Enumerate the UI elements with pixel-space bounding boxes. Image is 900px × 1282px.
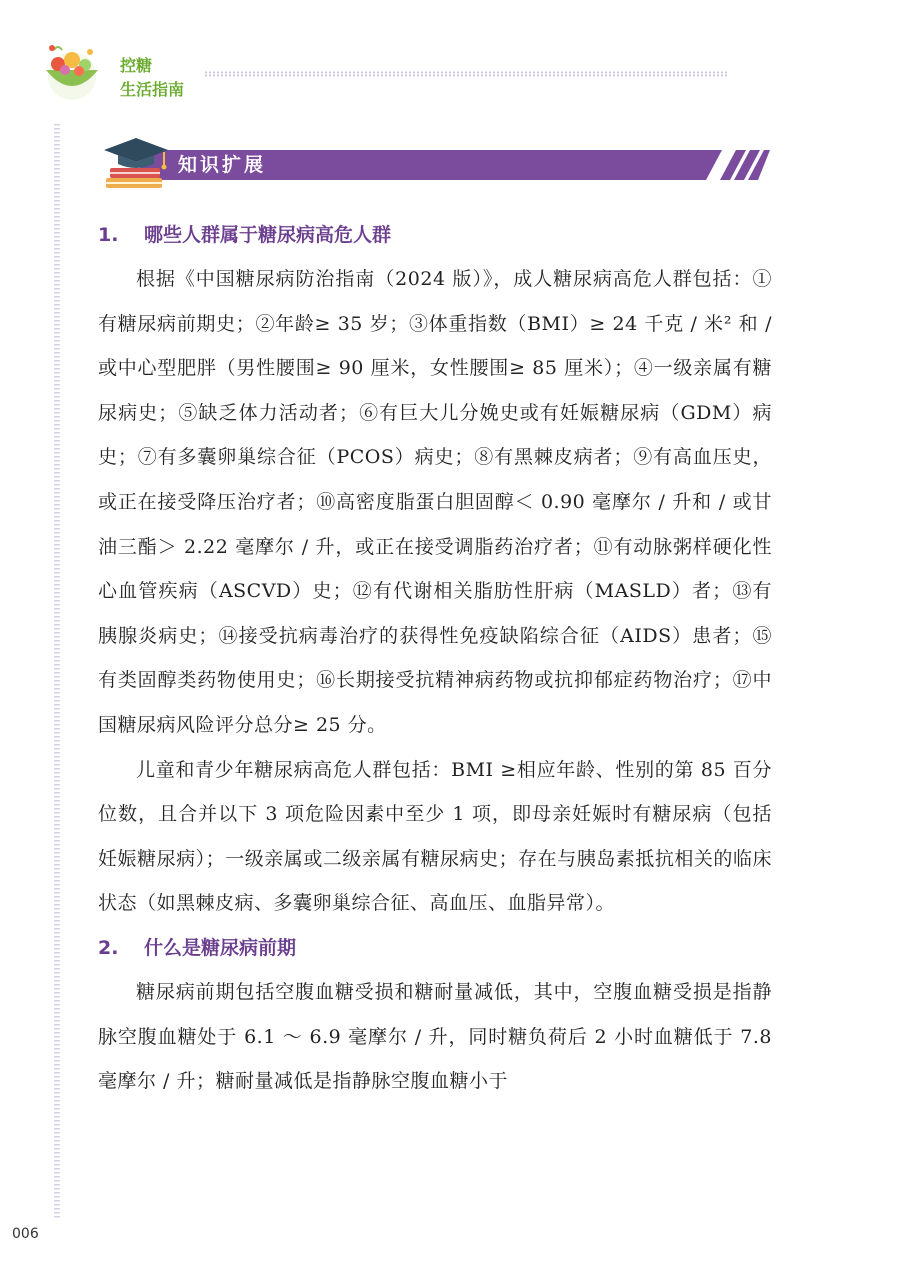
graduation-cap-books-icon [100, 132, 172, 194]
section-number: 2. [98, 936, 119, 959]
food-bowl-logo-icon [38, 38, 106, 102]
banner-title: 知识扩展 [178, 154, 267, 176]
knowledge-banner [100, 132, 772, 194]
section-title: 什么是糖尿病前期 [144, 936, 297, 959]
header-dotted-rule [204, 71, 728, 77]
page-number: 006 [12, 1226, 39, 1242]
section-heading [98, 213, 772, 257]
section-number: 1. [98, 224, 119, 246]
section-title: 哪些人群属于糖尿病高危人群 [144, 224, 392, 246]
side-dotted-rule [54, 124, 60, 1220]
header-title-line2: 生活指南 [120, 80, 185, 99]
section-heading [98, 926, 772, 970]
header-title [120, 54, 184, 102]
paragraph: 糖尿病前期包括空腹血糖受损和糖耐量减低，其中，空腹血糖受损是指静脉空腹血糖处于 6.1 ～ 6.9 毫摩尔 / 升，同时糖负荷后 2 小时血糖低于 7.8 毫摩尔 / 升；糖耐量减低是指静脉空腹血糖小于 [98, 980, 772, 1093]
paragraph: 根据《中国糖尿病防治指南（2024 版）》，成人糖尿病高危人群包括：①有糖尿病前期史；②年龄≥ 35 岁；③体重指数（BMI）≥ 24 千克 / 米² 和 / 或中心型肥胖（男性腰围≥ 90 厘米，女性腰围≥ 85 厘米）；④一级亲属有糖尿病史；⑤缺乏体力活动者；⑥有巨大儿分娩史或有妊娠糖尿病（GDM）病史；⑦有多囊卵巢综合征（PCOS）病史；⑧有黑棘皮病者；⑨有高血压史，或正在接受降压治疗者；⑩高密度脂蛋白胆固醇＜ 0.90 毫摩尔 / 升和 / 或甘油三酯＞ 2.22 毫摩尔 / 升，或正在接受调脂药治疗者；⑪有动脉粥样硬化性心血管疾病（ASCVD）史；⑫有代谢相关脂肪性肝病（MASLD）者；⑬有胰腺炎病史；⑭接受抗病毒治疗的获得性免疫缺陷综合征（AIDS）患者；⑮有类固醇类药物使用史；⑯长期接受抗精神病药物或抗抑郁症药物治疗；⑰中国糖尿病风险评分总分≥ 25 分。 [98, 268, 772, 736]
paragraph: 儿童和青少年糖尿病高危人群包括：BMI ≥相应年龄、性别的第 85 百分位数，且合并以下 3 项危险因素中至少 1 项，即母亲妊娠时有糖尿病（包括妊娠糖尿病）；一级亲属或二级亲属有糖尿病史；存在与胰岛素抵抗相关的临床状态（如黑棘皮病、多囊卵巢综合征、高血压、血脂异常）。 [98, 758, 772, 915]
header-title-line1: 控糖 [120, 56, 153, 75]
main-content [98, 213, 772, 1104]
